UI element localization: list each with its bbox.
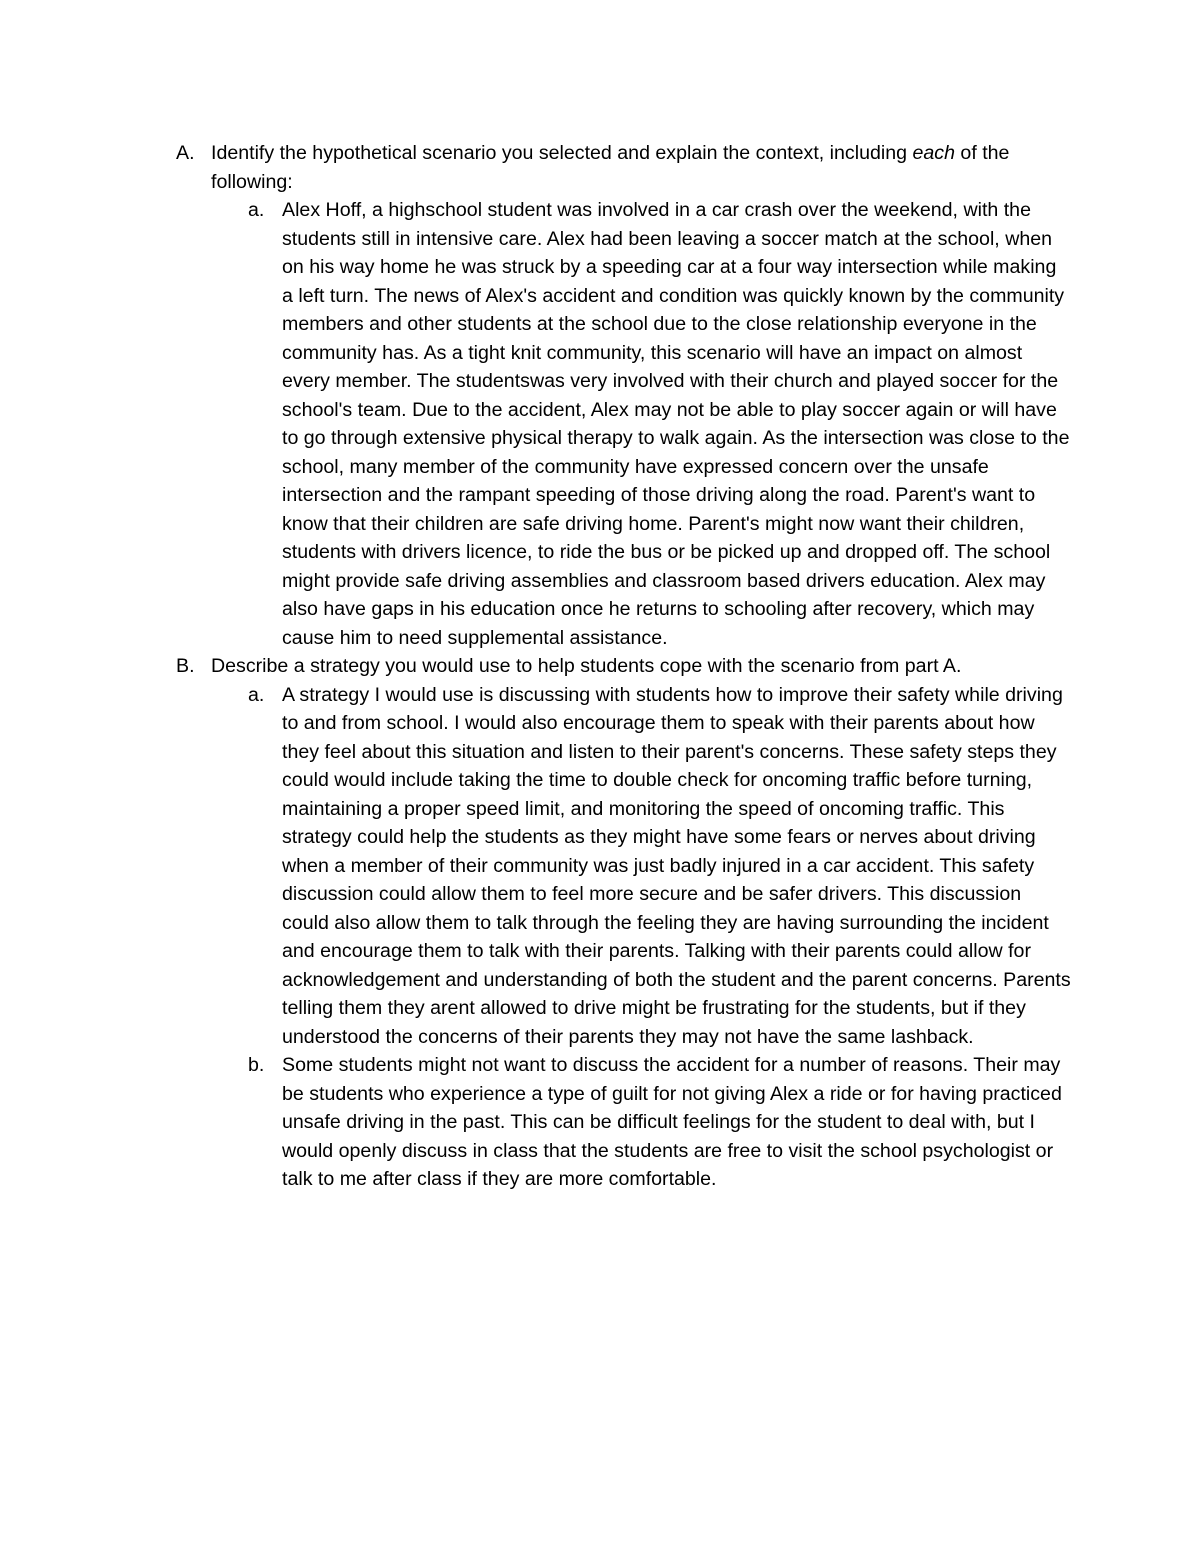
section-b-prompt [211,652,1072,681]
section-a-prompt-emphasis: each [912,142,955,164]
section-a-prompt-after: of the following: [211,142,1010,193]
section-a [172,139,1072,196]
section-a-prompt-before: Identify the hypothetical scenario you selected and explain the context, including [211,142,913,164]
section-a-item-a-text: Alex Hoff, a highschool student was involved in a car crash over the weekend, with the students still in intensive care. Alex had been leaving a soccer match at the school, when on his way home he was struck by a speeding car at a four way intersection while making a left turn. The news of Alex's accident and condition was quickly known by the community members and other students at the school due to the close relationship everyone in the community has. As a tight knit community, this scenario will have an impact on almost every member. The studentswas very involved with their church and played soccer for the school's team. Due to the accident, Alex may not be able to play soccer again or will have to go through extensive physical therapy to walk again. As the intersection was close to the school, many member of the community have expressed concern over the unsafe intersection and the rampant speeding of those driving along the road. Parent's want to know that their children are safe driving home. Parent's might now want their children, students with drivers licence, to ride the bus or be picked up and dropped off. The school might provide safe driving assemblies and classroom based drivers education. Alex may also have gaps in his education once he returns to schooling after recovery, which may cause him to need supplemental assistance. [282,199,1070,649]
section-a-item-a-marker: a. [248,199,265,221]
section-b-marker: B. [176,655,195,677]
section-b-item-a-text: A strategy I would use is discussing with students how to improve their safety while driving to and from school. I would also encourage them to speak with their parents about how they feel about this situation and listen to their parent's concerns. These safety steps they could would include taking the time to double check for oncoming traffic before turning, maintaining a proper speed limit, and monitoring the speed of oncoming traffic. This strategy could help the students as they might have some fears or nerves about driving when a member of their community was just badly injured in a car accident. This safety discussion could allow them to feel more secure and be safer drivers. This discussion could also allow them to talk through the feeling they are having surrounding the incident and encourage them to talk with their parents. Talking with their parents could allow for acknowledgement and understanding of both the student and the parent concerns. Parents telling them they arent allowed to drive might be frustrating for the students, but if they understood the concerns of their parents they may not have the same lashback. [282,683,1071,1048]
section-a-marker: A. [176,142,195,164]
section-b-item-b-text: Some students might not want to discuss the accident for a number of reasons. Their may be students who experience a type of guilt for not giving Alex a ride or for having practiced unsafe driving in the past. This can be difficult feelings for the student to deal with, but I would openly discuss in class that the students are free to visit the school psychologist or talk to me after class if they are more comfortable. [282,1054,1062,1190]
section-a-item-a [172,196,1072,652]
section-b-prompt-before: Describe a strategy you would use to help students cope with the scenario from part A. [211,655,962,677]
section-b-item-b [172,1051,1072,1194]
section-a-prompt [211,139,1072,196]
section-b [172,652,1072,681]
section-b-item-b-marker: b. [248,1054,265,1076]
document-body [172,139,1072,1194]
section-b-item-a-marker: a. [248,683,265,706]
section-b-item-a [172,681,1072,1052]
